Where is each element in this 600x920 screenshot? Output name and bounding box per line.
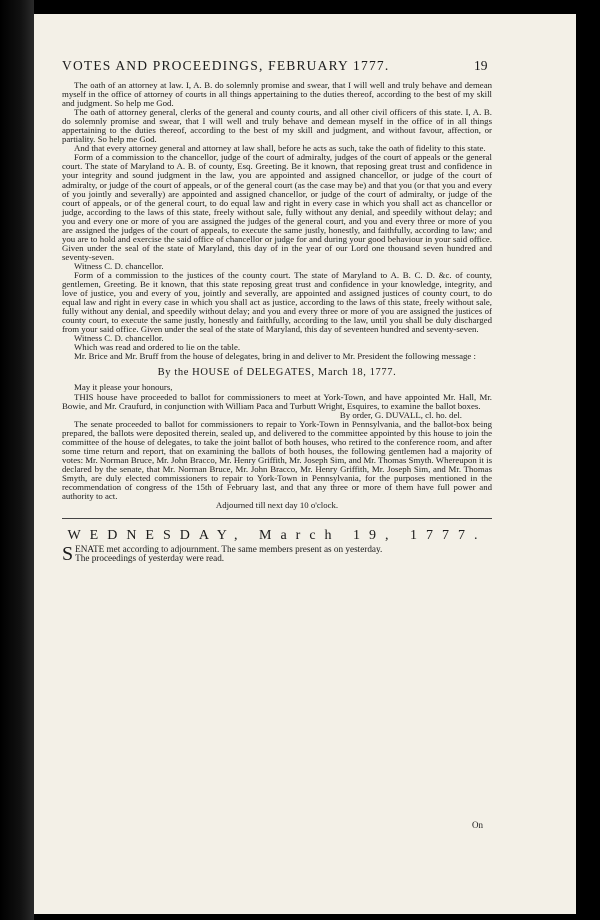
message-heading: By the HOUSE of DELEGATES, March 18, 1777. (157, 367, 397, 379)
senate-line-1: ENATE met according to adjournment. The same members present as on yesterday. (75, 544, 383, 555)
paragraph-justices-commission: Form of a commission to the justices of the county court. The state of Maryland to A. B. C. D. &c. of county, gentlemen, Greeting. Be it known, that this state reposing great trust and confidence in your knowledge, integrity, and love of justice, you and every of you, jointly and severally, are appointed and assigned justices of county court, to do equal law and right in every case in which you shall act as justice, according to the laws of this state, freely without sale, fully without any denial, and speedily without delay; and you and every three or more of you are assigned the justices of county court, to execute the same justly, honestly and faithfully, according to the law, until you shall be duly discharged from your said office. Given under the seal of the state of Maryland, this day of seventeen hundred and seventy-seven. (62, 269, 492, 335)
drop-cap-letter: S (62, 543, 74, 566)
page-number: 19 (474, 58, 488, 73)
adjournment-line: Adjourned till next day 10 o'clock. (215, 500, 339, 511)
paragraph-chancellor-commission: Form of a commission to the chancellor, judge of the court of admiralty, judges of the court of appeals or the general court. The state of Maryland to A. B. of county, Esq. Greeting. Be it known, that reposing great trust and confidence in your integrity and sound judgment in the law, you are appointed and assigned chancellor, or judge of the court of admiralty, or judge of the court of appeals, or of the general court (as the case may be) and that you (or that you and every of you jointly and severally) are appointed and assigned chancellor, or judge of the court of admiralty, or judge of the court of appeals, or of the general court, to do equal law and right in every case in which you shall act as chancellor or judge, according to the laws of this state, freely without sale, fully without any denial, and speedily without delay; and you and every one or more of you are assigned the judges of the general court, and you and every three or more of you are assigned the judges of the court of appeals, to execute the same justly, honestly, and faithfully, according to law; and you are to hold and exercise the said office of chancellor or judge for and during your good behaviour in your said office. Given under the seal of the state of Maryland, this day of in the year of our Lord one thousand seven hundred and seventy-seven. (62, 152, 492, 262)
paragraph-witness-2: Witness C. D. chancellor. (74, 333, 164, 344)
senate-line-2: The proceedings of yesterday were read. (75, 553, 225, 564)
book-spine-edge (0, 0, 34, 920)
running-header: VOTES AND PROCEEDINGS, FEBRUARY 1777. (62, 58, 390, 73)
paragraph-attorney-oath: The oath of an attorney at law. I, A. B. do solemnly promise and swear, that I will well and truly behave and demean myself in the office of attorney of courts in all things appertaining to the duties thereof, according to the best of my skill and judgment. So help me God. (62, 80, 492, 109)
paragraph-attorney-general-oath: The oath of attorney general, clerks of the general and county courts, and all other civil officers of this state. I, A. B. do solemnly promise and swear, that I will well and truly behave and demean myself in the office of in all things appertaining to the duties thereof, according to the best of my skill and judgment, and without favour, affection, or partiality. So help me God. (62, 107, 492, 145)
paragraph-oath-of-fidelity: And that every attorney general and attorney at law shall, before he acts as such, take the oath of fidelity to this state. (74, 143, 486, 154)
message-signature: By order, G. DUVALL, cl. ho. del. (339, 409, 462, 420)
paragraph-witness-1: Witness C. D. chancellor. (74, 260, 164, 271)
catchword: On (472, 820, 483, 830)
section-divider (62, 518, 492, 519)
message-salutation: May it please your honours, (74, 382, 173, 393)
paragraph-ballot-result: The senate proceeded to ballot for commissioners to repair to York-Town in Pennsylvania, and the ballot-box being prepared, the ballots were deposited therein, sealed up, and delivered to the committee appointed by this house to join the committee of the house of delegates, to take the joint ballot of both houses, who retired to the conference room, and after some time return and report, that on examining the ballots of both houses, the following gentlemen had a majority of votes: Mr. Norman Bruce, Mr. John Bracco, Mr. Henry Griffith, Mr. Joseph Sim, and Mr. Thomas Smyth. Whereupon it is declared by the senate, that Mr. Norman Bruce, Mr. John Bracco, Mr. Henry Griffith, Mr. Joseph Sim, and Mr. Thomas Smyth, are duly elected commissioners to repair to York-Town in Pennsylvania, for the purposes mentioned in the recommendation of congress of the 15th of February last, and that any three or more of them have full power and authority to act. (62, 418, 492, 502)
message-body: THIS house have proceeded to ballot for commissioners to meet at York-Town, and have appointed Mr. Hall, Mr. Bowie, and Mr. Craufurd, in conjunction with William Paca and Turbutt Wright, Esquires, to examine the ballot boxes. (62, 391, 492, 411)
paragraph-lie-on-table: Which was read and ordered to lie on the table. (74, 342, 241, 353)
paragraph-message-delivery: Mr. Brice and Mr. Bruff from the house of delegates, bring in and deliver to Mr. President the following message : (74, 351, 476, 362)
senate-paragraph (62, 543, 492, 566)
page-body (62, 80, 492, 566)
day-heading: WEDNESDAY, March 19, 1777. (67, 528, 487, 544)
